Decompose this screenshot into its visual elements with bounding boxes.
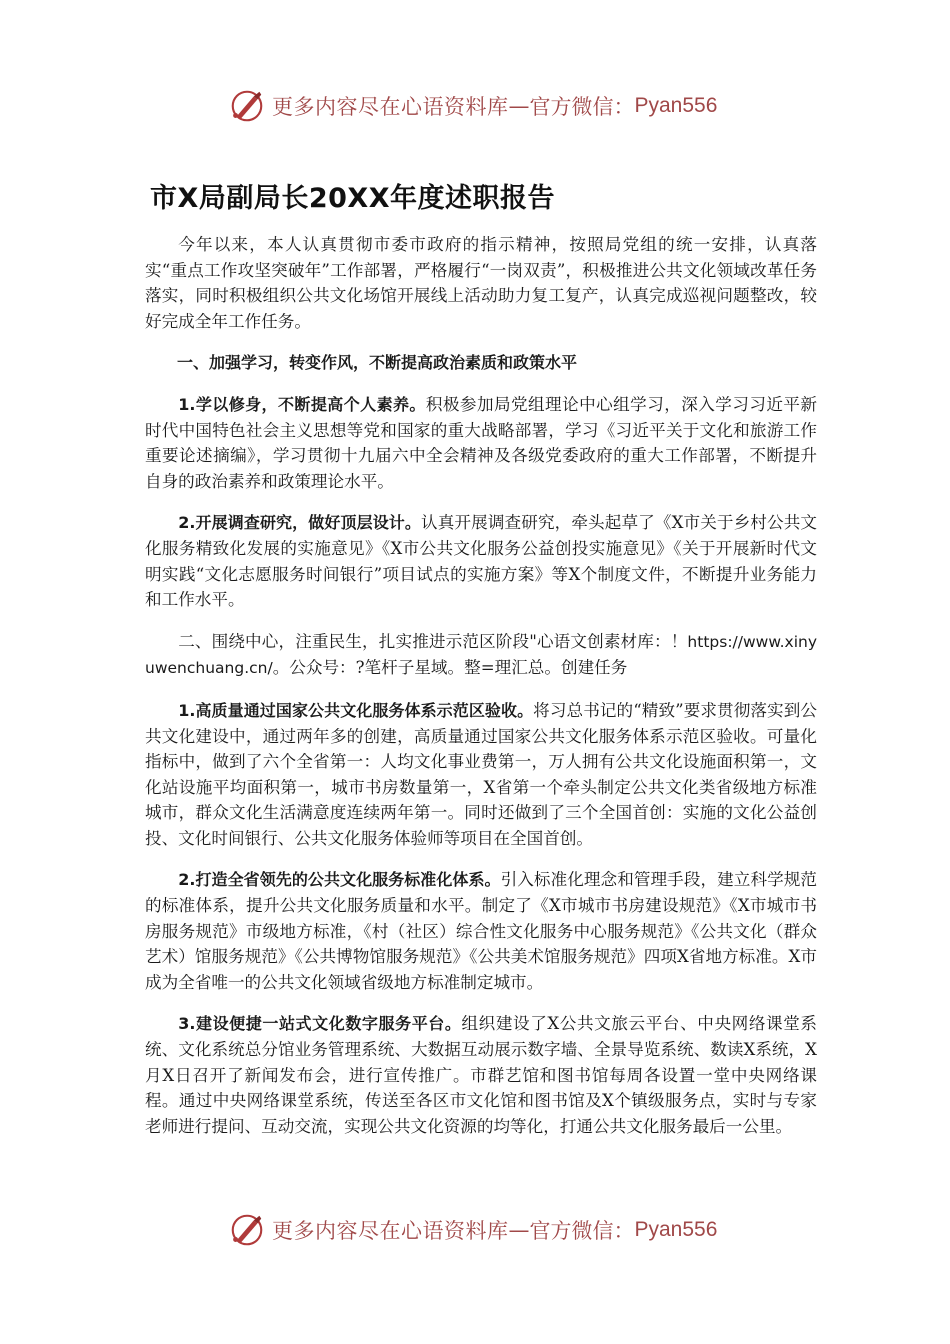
- item-lead: 1.高质量通过国家公共文化服务体系示范区验收。: [178, 700, 534, 720]
- watermark-wechat-label: 官方微信：: [529, 95, 635, 119]
- item-text: 引入标准化理念和管理手段，建立科学规范的标准体系，提升公共文化服务质量和水平。制定了《X市城市书房建设规范》《X市城市书房服务规范》市级地方标准，《村（社区）综合性文化服务中心服务规范》《公共文化（群众艺术）馆服务规范》《公共博物馆服务规范》《公共美术馆服务规范》四项X省地方标准。X市成为全省唯一的公共文化领域省级地方标准制定城市。: [145, 870, 818, 992]
- item-text: 组织建设了X公共文旅云平台、中央网络课堂系统、文化系统总分馆业务管理系统、大数据互动展示数字墙、全景导览系统、数读X系统，X月X日召开了新闻发布会，进行宣传推广。市群艺馆和图书馆每周各设置一堂中央网络课程。通过中央网络课堂系统，传送至各区市文化馆和图书馆及X个镇级服务点，实时与专家老师进行提问、互动交流，实现公共文化资源的均等化，打通公共文化服务最后一公里。: [145, 1014, 817, 1136]
- pen-nib-logo-icon: [228, 1211, 266, 1249]
- intro-paragraph: 今年以来，本人认真贯彻市委市政府的指示精神，按照局党组的统一安排，认真落实“重点工作攻坚突破年”工作部署，严格履行“一岗双责”，积极推进公共文化领域改革任务落实，同时积极组织公共文化场馆开展线上活动助力复工复产，认真完成巡视问题整改，较好完成全年工作任务。: [145, 235, 817, 331]
- item-text: 将习总书记的“精致”要求贯彻落实到公共文化建设中，通过两年多的创建，高质量通过国家公共文化服务体系示范区验收。可量化指标中，做到了六个全省第一：人均文化事业费第一，万人拥有公共文化设施面积第一，文化站设施平均面积第一，城市书房数量第一，X省第一个牵头制定公共文化类省级地方标准城市，群众文化生活满意度连续两年第一。同时还做到了三个全国首创：实施的文化公益创投、文化时间银行、公共文化服务体验师等项目在全国首创。: [145, 700, 817, 848]
- watermark-text: 更多内容尽在心语资料库: [272, 1219, 509, 1243]
- section-2-item-3: [145, 1011, 817, 1139]
- document-body: [145, 232, 817, 1155]
- section-1-item-2: [145, 510, 817, 612]
- watermark-wechat-id: Pyan556: [634, 94, 718, 117]
- item-lead: 2.打造全省领先的公共文化服务标准化体系。: [178, 870, 501, 890]
- document-title: 市X局副局长20XX年度述职报告: [150, 183, 556, 214]
- watermark-banner-bottom: [228, 1210, 717, 1250]
- item-text: 认真开展调查研究，牵头起草了《X市关于乡村公共文化服务精致化发展的实施意见》《X市公共文化服务公益创投实施意见》《关于开展新时代文明实践“文化志愿服务时间银行”项目试点的实施方案》等X个制度文件，不断提升业务能力和工作水平。: [145, 513, 817, 610]
- watermark-wechat-id: Pyan556: [634, 1218, 718, 1241]
- item-lead: 3.建设便捷一站式文化数字服务平台。: [178, 1014, 462, 1034]
- watermark-text: 更多内容尽在心语资料库: [272, 95, 509, 119]
- item-lead: 2.开展调查研究，做好顶层设计。: [178, 513, 422, 533]
- section-1-heading: 一、加强学习，转变作风，不断提高政治素质和政策水平: [177, 353, 578, 373]
- section-1-item-1: [145, 392, 817, 494]
- watermark-separator: —: [508, 94, 530, 118]
- item-lead: 1.学以修身，不断提高个人素养。: [178, 394, 426, 414]
- section-2-heading-url: https://www.xinyuwenchuang.cn/: [145, 632, 817, 678]
- watermark-separator: —: [508, 1218, 530, 1242]
- section-2-item-2: [145, 867, 817, 995]
- section-2-heading: [145, 629, 817, 682]
- watermark-wechat-label: 官方微信：: [529, 1219, 635, 1243]
- section-2-heading-text: 二、围绕中心，注重民生，扎实推进示范区阶段"心语文创素材库：！: [178, 631, 688, 651]
- pen-nib-logo-icon: [228, 87, 266, 125]
- watermark-banner-top: [228, 86, 717, 126]
- section-2-heading-tail: 。公众号：?笔杆子星域。整=理汇总。创建任务: [272, 658, 628, 678]
- item-text: 积极参加局党组理论中心组学习，深入学习习近平新时代中国特色社会主义思想等党和国家的重大战略部署，学习《习近平关于文化和旅游工作重要论述摘编》，学习贯彻十九届六中全会精神及各级党委政府的重大工作部署，不断提升自身的政治素养和政策理论水平。: [145, 394, 818, 491]
- section-2-item-1: [145, 698, 817, 852]
